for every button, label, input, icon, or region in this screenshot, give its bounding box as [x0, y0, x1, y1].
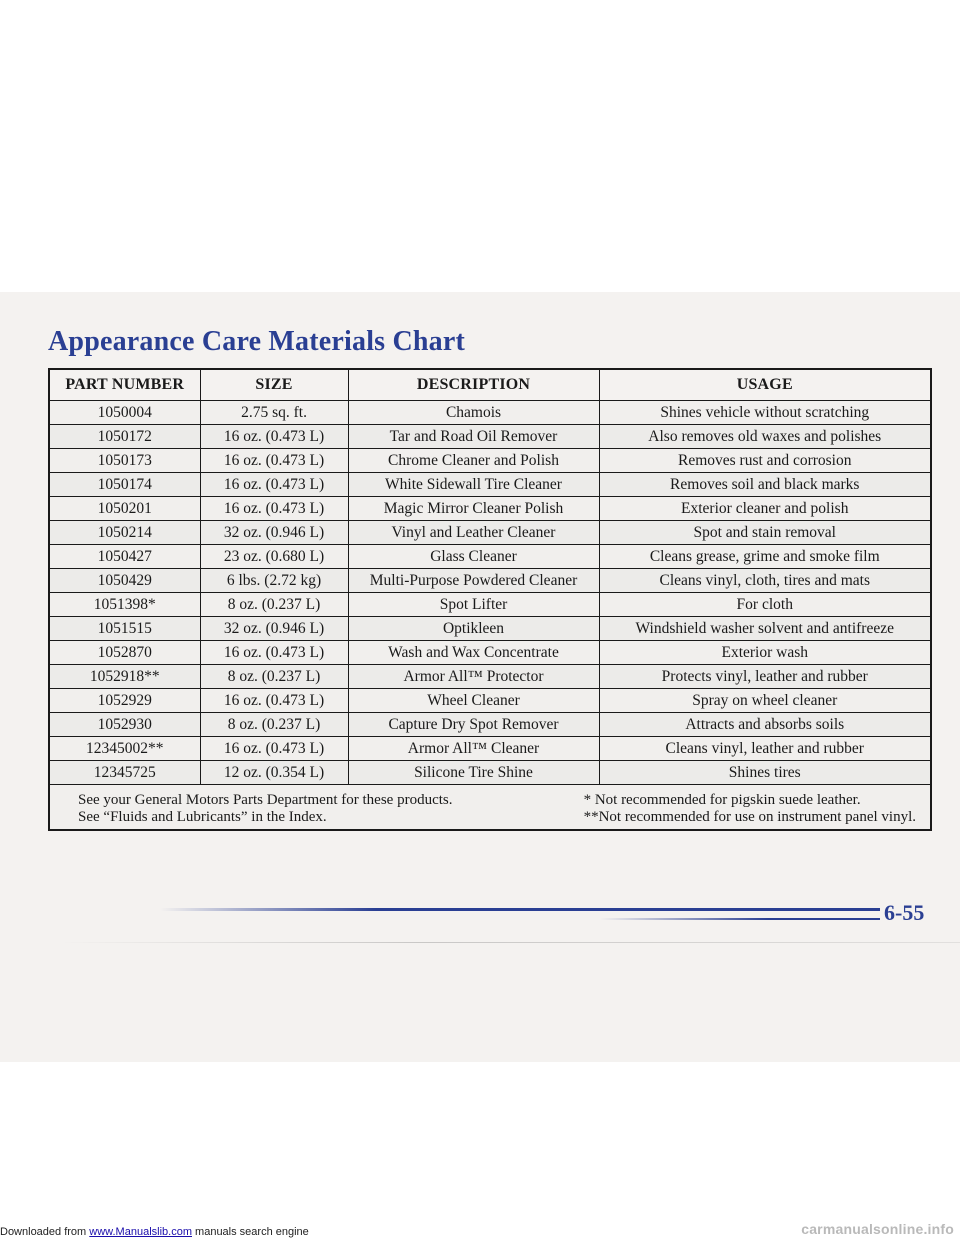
cell-size: 8 oz. (0.237 L) [200, 593, 348, 617]
cell-size: 16 oz. (0.473 L) [200, 737, 348, 761]
header-size: SIZE [200, 369, 348, 401]
cell-part-number: 1050427 [49, 545, 200, 569]
cell-part-number: 1051398* [49, 593, 200, 617]
cell-size: 32 oz. (0.946 L) [200, 617, 348, 641]
page-title: Appearance Care Materials Chart [48, 326, 466, 357]
cell-part-number: 1051515 [49, 617, 200, 641]
cell-part-number: 12345002** [49, 737, 200, 761]
cell-description: Magic Mirror Cleaner Polish [348, 497, 599, 521]
cell-usage: For cloth [599, 593, 931, 617]
page-number: 6-55 [884, 900, 925, 925]
page-edge-line [60, 942, 960, 943]
cell-size: 16 oz. (0.473 L) [200, 425, 348, 449]
cell-description: Chamois [348, 401, 599, 425]
footnote-double-asterisk: **Not recommended for use on instrument panel vinyl. [583, 809, 916, 825]
table-row [49, 569, 931, 593]
cell-part-number: 1050174 [49, 473, 200, 497]
cell-description: Armor All™ Cleaner [348, 737, 599, 761]
cell-usage: Protects vinyl, leather and rubber [599, 665, 931, 689]
cell-description: Tar and Road Oil Remover [348, 425, 599, 449]
bottom-margin [0, 1062, 960, 1242]
cell-part-number: 1052870 [49, 641, 200, 665]
manualslib-link[interactable]: www.Manualslib.com [89, 1226, 192, 1238]
table-row [49, 521, 931, 545]
cell-size: 16 oz. (0.473 L) [200, 473, 348, 497]
cell-description: Glass Cleaner [348, 545, 599, 569]
cell-usage: Exterior cleaner and polish [599, 497, 931, 521]
cell-usage: Also removes old waxes and polishes [599, 425, 931, 449]
footer-rule [160, 908, 880, 911]
footnote-row [49, 785, 931, 831]
cell-size: 2.75 sq. ft. [200, 401, 348, 425]
cell-part-number: 1052929 [49, 689, 200, 713]
cell-usage: Removes soil and black marks [599, 473, 931, 497]
table-row [49, 593, 931, 617]
banner-suffix: manuals search engine [191, 1226, 309, 1238]
materials-table [48, 368, 932, 831]
cell-usage: Cleans grease, grime and smoke film [599, 545, 931, 569]
cell-part-number: 1050214 [49, 521, 200, 545]
cell-description: Chrome Cleaner and Polish [348, 449, 599, 473]
cell-usage: Windshield washer solvent and antifreeze [599, 617, 931, 641]
cell-part-number: 1052930 [49, 713, 200, 737]
cell-description: White Sidewall Tire Cleaner [348, 473, 599, 497]
footnote-parts-department: See your General Motors Parts Department for these products. [78, 792, 453, 808]
banner-prefix: Downloaded from [0, 1226, 90, 1238]
cell-description: Optikleen [348, 617, 599, 641]
table-header-row [49, 369, 931, 401]
download-banner [0, 1226, 309, 1238]
table-row [49, 497, 931, 521]
cell-description: Multi-Purpose Powdered Cleaner [348, 569, 599, 593]
cell-description: Vinyl and Leather Cleaner [348, 521, 599, 545]
table-row [49, 665, 931, 689]
footnote-index-reference: See “Fluids and Lubricants” in the Index. [78, 809, 327, 825]
cell-usage: Cleans vinyl, leather and rubber [599, 737, 931, 761]
cell-size: 12 oz. (0.354 L) [200, 761, 348, 785]
table-row [49, 713, 931, 737]
cell-usage: Cleans vinyl, cloth, tires and mats [599, 569, 931, 593]
top-margin [0, 0, 960, 292]
header-usage: USAGE [599, 369, 931, 401]
cell-size: 8 oz. (0.237 L) [200, 665, 348, 689]
footnotes-cell [49, 785, 931, 831]
cell-part-number: 1050429 [49, 569, 200, 593]
watermark: carmanualsonline.info [801, 1221, 954, 1237]
cell-usage: Attracts and absorbs soils [599, 713, 931, 737]
cell-description: Wheel Cleaner [348, 689, 599, 713]
cell-size: 16 oz. (0.473 L) [200, 689, 348, 713]
footnotes-right [584, 792, 920, 826]
cell-description: Silicone Tire Shine [348, 761, 599, 785]
cell-description: Capture Dry Spot Remover [348, 713, 599, 737]
cell-size: 8 oz. (0.237 L) [200, 713, 348, 737]
cell-part-number: 12345725 [49, 761, 200, 785]
cell-size: 6 lbs. (2.72 kg) [200, 569, 348, 593]
footer-rule-secondary [600, 918, 880, 920]
table-row [49, 545, 931, 569]
table-row [49, 689, 931, 713]
footnotes-left [78, 792, 452, 826]
table-row [49, 617, 931, 641]
cell-usage: Exterior wash [599, 641, 931, 665]
cell-description: Armor All™ Protector [348, 665, 599, 689]
cell-usage: Shines vehicle without scratching [599, 401, 931, 425]
table-row [49, 641, 931, 665]
cell-part-number: 1052918** [49, 665, 200, 689]
cell-usage: Spot and stain removal [599, 521, 931, 545]
footnote-single-asterisk: * Not recommended for pigskin suede leather. [583, 792, 861, 808]
cell-part-number: 1050173 [49, 449, 200, 473]
cell-part-number: 1050004 [49, 401, 200, 425]
header-description: DESCRIPTION [348, 369, 599, 401]
cell-size: 32 oz. (0.946 L) [200, 521, 348, 545]
table-row [49, 449, 931, 473]
cell-size: 16 oz. (0.473 L) [200, 641, 348, 665]
header-part-number: PART NUMBER [49, 369, 200, 401]
cell-size: 23 oz. (0.680 L) [200, 545, 348, 569]
table-row [49, 737, 931, 761]
cell-usage: Spray on wheel cleaner [599, 689, 931, 713]
cell-description: Spot Lifter [348, 593, 599, 617]
table-row [49, 473, 931, 497]
cell-size: 16 oz. (0.473 L) [200, 449, 348, 473]
table-row [49, 401, 931, 425]
cell-usage: Removes rust and corrosion [599, 449, 931, 473]
table-row [49, 425, 931, 449]
cell-size: 16 oz. (0.473 L) [200, 497, 348, 521]
table-row [49, 761, 931, 785]
cell-part-number: 1050172 [49, 425, 200, 449]
cell-part-number: 1050201 [49, 497, 200, 521]
cell-usage: Shines tires [599, 761, 931, 785]
cell-description: Wash and Wax Concentrate [348, 641, 599, 665]
